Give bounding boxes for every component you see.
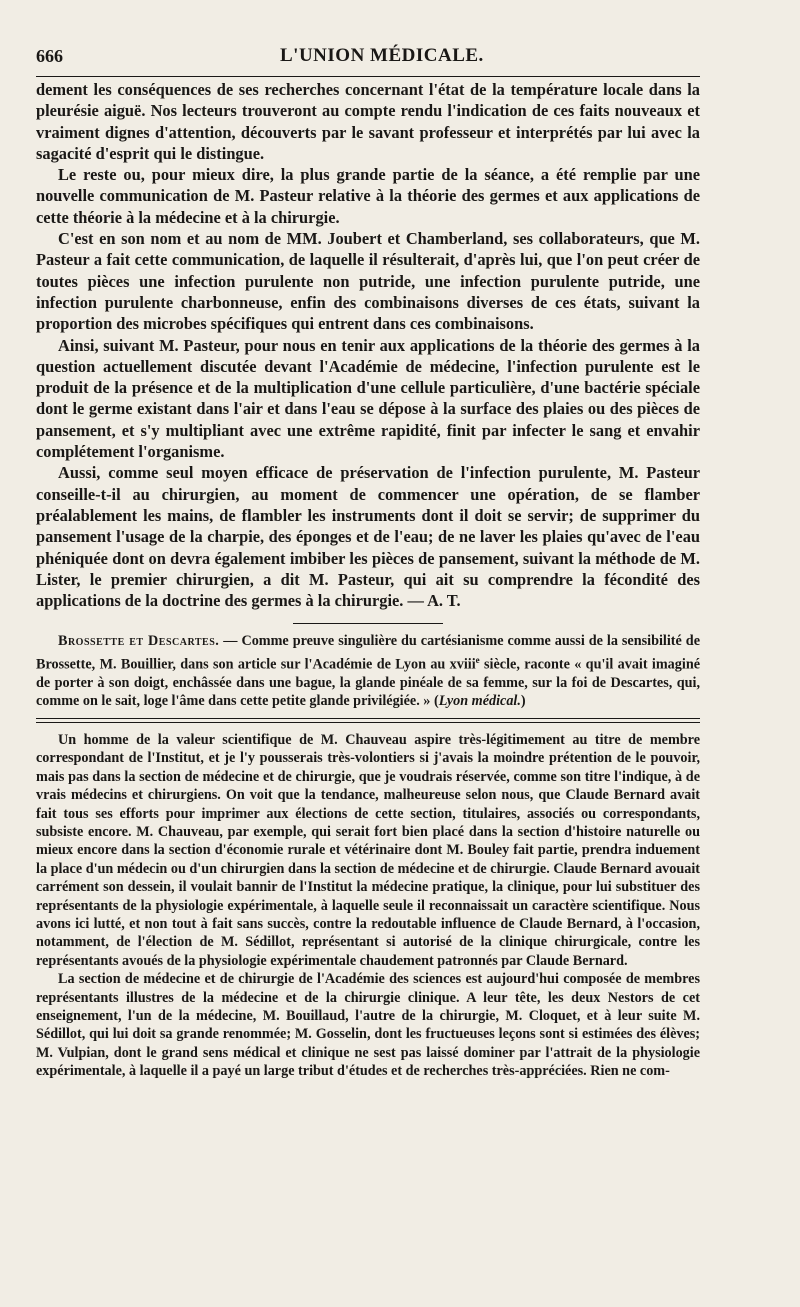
- paragraph: La section de médecine et de chirurgie de l'Académie des sciences est aujourd'hui composée de membres représentants illustres de la médecine et de la chirurgie clinique. A leur tête, les deux Nestors de cet enseignement, l'un de la médecine, M. Bouillaud, l'autre de la chirurgie, M. Cloquet, et à leur suite M. Sédillot, qui lui doit sa grande renommée; M. Gosselin, dont les fructueuses leçons sont si estimées des élèves; M. Vulpian, dont le grand sens médical et clinique ne sest pas laissé dominer par l'attrait de la physiologie expérimentale, à laquelle il a payé un large tribut d'études et de recherches très-appréciées. Rien ne com-: [36, 971, 700, 1080]
- paragraph: C'est en son nom et au nom de MM. Joubert et Chamberland, ses collaborateurs, que M. Pasteur a fait cette communication, de laquelle il résulterait, d'après lui, que l'on peut créer de toutes pièces une infection purulente non putride, une infection purulente putride, une infection purulente charbonneuse, enfin des combinaisons diverses de ces états, suivant la proportion des microbes spécifiques qui entrent dans ces combinaisons.: [36, 229, 700, 334]
- page-number: 666: [36, 46, 63, 66]
- note-source: Lyon médical.: [438, 692, 521, 709]
- note-text: — Comme preuve singulière du cartésianisme comme aussi de la sensibilité de Brossette, M. Bouillier, dans son article sur l'Académie de Lyon au xviii: [36, 633, 700, 673]
- note-text-3: ): [520, 692, 526, 709]
- note-paragraph: [36, 632, 700, 710]
- note-superscript: e: [475, 654, 480, 665]
- paragraph: dement les conséquences de ses recherches concernant l'état de la température locale dans la pleurésie aiguë. Nos lecteurs trouveront au compte rendu l'indication de ces faits nouveaux et vraiment dignes d'attention, découverts par le savant professeur et interprétés par lui avec la sagacité d'esprit qui le distingue.: [36, 80, 700, 163]
- note-text-2: siècle, raconte « qu'il avait imaginé de porter à son doigt, enchâssée dans une bague, la glande pinéale de sa femme, sur la foi de Descartes, qui, comme on le sait, loge l'âme dans cette petite glande privilégiée. » (: [36, 656, 701, 709]
- section-divider: [293, 623, 443, 624]
- double-divider: [36, 718, 700, 723]
- note-heading: Brossette et Descartes.: [58, 633, 220, 650]
- running-title: L'UNION MÉDICALE.: [280, 45, 484, 66]
- paragraph: Ainsi, suivant M. Pasteur, pour nous en tenir aux applications de la théorie des germes à la question actuellement discutée devant l'Académie de médecine, l'infection purulente est le produit de la présence et de la multiplication d'une cellule particulière, d'une bactérie spéciale dont le germe existant dans l'air et dans l'eau se dépose à la surface des plaies ou des pièces de pansement, et s'y multipliant avec une extrême rapidité, finit par infecter le sang et envahir complétement l'organisme.: [36, 335, 700, 462]
- journal-page: [36, 40, 700, 1081]
- paragraph: Le reste ou, pour mieux dire, la plus grande partie de la séance, a été remplie par une nouvelle communication de M. Pasteur relative à la théorie des germes et aux applications de cette théorie à la médecine et à la chirurgie.: [36, 165, 700, 227]
- page-header: [36, 40, 700, 70]
- paragraph: Aussi, comme seul moyen efficace de préservation de l'infection purulente, M. Pasteur conseille-t-il au chirurgien, au moment de commencer une opération, de se flamber préalablement les mains, de flambler les instruments dont il doit se servir; de supprimer du pansement l'usage de la charpie, des éponges et de l'eau; de ne laver les plaies qu'avec de l'eau phéniquée dont on devra également imbiber les pièces de pansement, suivant la méthode de M. Lister, le premier chirurgien, a dit M. Pasteur, qui ait su comprendre la fécondité des applications de la doctrine des germes à la chirurgie. — A. T.: [36, 463, 700, 611]
- paragraph: Un homme de la valeur scientifique de M. Chauveau aspire très-légitimement au titre de membre correspondant de l'Institut, et je l'y pousserais très-volontiers si j'avais la moindre prétention de le pouvoir, mais pas dans la section de médecine et de chirurgie, que je voudrais réservée, comme son titre l'indique, à de vrais médecins et chirurgiens. On voit que la tendance, malheureuse selon nous, que Claude Bernard avait fait tous ses efforts pour imprimer aux élections de cette section, titulaires, associés ou correspondants, subsiste encore. M. Chauveau, par exemple, qui serait fort bien placé dans la section d'histoire naturelle ou mieux encore dans la section d'économie rurale et vétérinaire dont M. Bouley fait partie, prendra induement la place d'un médecin ou d'un chirurgien dans la section de médecine et de chirurgie. Claude Bernard avouait carrément son dessein, il voulait bannir de l'Institut la médecine pratique, la clinique, pour lui substituer des représentants de la physiologie expérimentale, à laquelle seule il reconnaissait un caractère scientifique. Nous avons ici lutté, et non tout à fait sans succès, contre la redoutable influence de Claude Bernard, à l'occasion, notamment, de l'élection de M. Sédillot, représentant si autorisé de la clinique chirurgicale, contre les représentants avoués de la physiologie expérimentale chaudement patronnés par Claude Bernard.: [36, 731, 700, 969]
- header-rule: [36, 76, 700, 77]
- feuilleton-text: [36, 731, 700, 1081]
- main-article: [36, 79, 700, 611]
- anecdote-note: [36, 632, 700, 710]
